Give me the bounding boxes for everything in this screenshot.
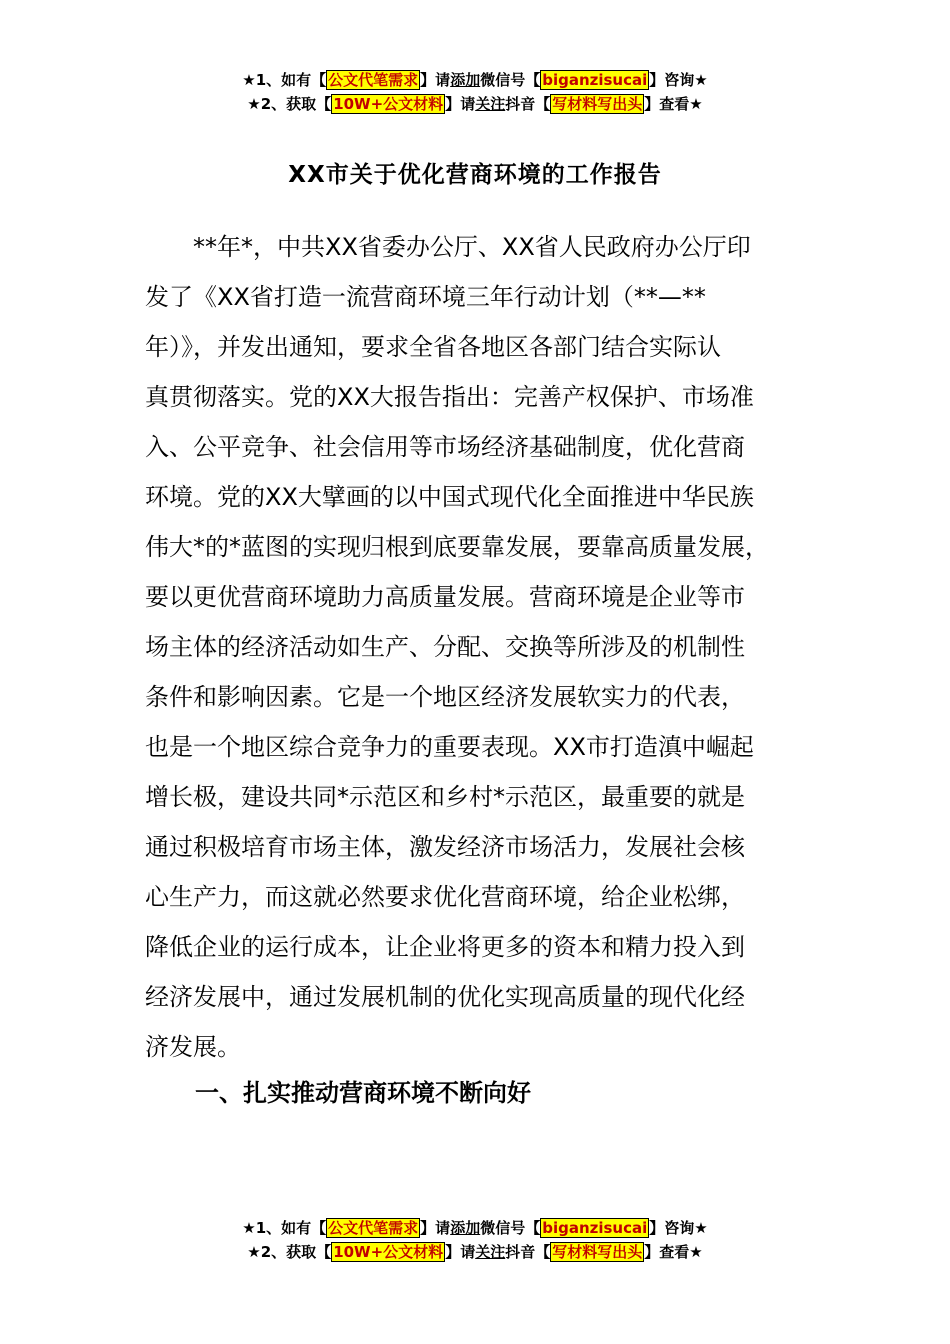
promo-highlight: 公文代笔需求 xyxy=(328,1219,419,1237)
paragraph-line: 入、公平竞争、社会信用等市场经济基础制度，优化营商 xyxy=(145,433,745,461)
paragraph-line: 真贯彻落实。党的XX大报告指出：完善产权保护、市场准 xyxy=(145,383,754,411)
promo-banner-top xyxy=(0,68,950,116)
promo-text: 】查看★ xyxy=(644,95,703,113)
promo-text: 】查看★ xyxy=(644,1243,703,1261)
promo-text: 微信号【 xyxy=(480,1219,541,1237)
paragraph-line: 经济发展中，通过发展机制的优化实现高质量的现代化经 xyxy=(145,983,745,1011)
promo-banner-bottom xyxy=(0,1216,950,1264)
paragraph-line: **年*，中共XX省委办公厅、XX省人民政府办公厅印 xyxy=(145,233,751,261)
wechat-id-highlight: biganzisucai xyxy=(542,1219,648,1237)
promo-text: 】咨询★ xyxy=(649,1219,708,1237)
promo-line-2 xyxy=(0,92,950,116)
promo-emphasis: 关注 xyxy=(475,1243,506,1261)
paragraph-line: 环境。党的XX大擘画的以中国式现代化全面推进中华民族 xyxy=(145,483,754,511)
promo-text: ★1、如有【 xyxy=(242,1219,327,1237)
promo-text: 】请 xyxy=(420,1219,451,1237)
promo-line-1 xyxy=(0,1216,950,1240)
paragraph-line: 伟大*的*蓝图的实现归根到底要靠发展，要靠高质量发展， xyxy=(145,533,769,561)
promo-emphasis: 添加 xyxy=(450,1219,481,1237)
promo-text: 】咨询★ xyxy=(649,71,708,89)
douyin-account-highlight: 写材料写出头 xyxy=(552,95,643,113)
promo-text: 】请 xyxy=(445,95,476,113)
promo-highlight: 10W+公文材料 xyxy=(333,95,444,113)
promo-text: ★1、如有【 xyxy=(242,71,327,89)
promo-text: 】请 xyxy=(445,1243,476,1261)
paragraph-line: 场主体的经济活动如生产、分配、交换等所涉及的机制性 xyxy=(145,633,745,661)
paragraph-line: 年）》，并发出通知，要求全省各地区各部门结合实际认 xyxy=(145,333,721,361)
promo-text: ★2、获取【 xyxy=(247,95,332,113)
wechat-id-highlight: biganzisucai xyxy=(542,71,648,89)
promo-line-2 xyxy=(0,1240,950,1264)
promo-text: 抖音【 xyxy=(505,1243,551,1261)
paragraph-line: 济发展。 xyxy=(145,1033,241,1061)
paragraph-line: 降低企业的运行成本，让企业将更多的资本和精力投入到 xyxy=(145,933,745,961)
promo-text: 】请 xyxy=(420,71,451,89)
paragraph-line: 心生产力，而这就必然要求优化营商环境，给企业松绑， xyxy=(145,883,745,911)
promo-text: 微信号【 xyxy=(480,71,541,89)
document-title: XX市关于优化营商环境的工作报告 xyxy=(288,162,662,188)
promo-highlight: 10W+公文材料 xyxy=(333,1243,444,1261)
promo-emphasis: 关注 xyxy=(475,95,506,113)
paragraph-line: 条件和影响因素。它是一个地区经济发展软实力的代表， xyxy=(145,683,745,711)
promo-text: 抖音【 xyxy=(505,95,551,113)
paragraph-line: 也是一个地区综合竞争力的重要表现。XX市打造滇中崛起 xyxy=(145,733,754,761)
promo-text: ★2、获取【 xyxy=(247,1243,332,1261)
paragraph-line: 发了《XX省打造一流营商环境三年行动计划（**—** xyxy=(145,283,706,311)
paragraph-line: 要以更优营商环境助力高质量发展。营商环境是企业等市 xyxy=(145,583,745,611)
body-paragraph xyxy=(145,222,810,1072)
douyin-account-highlight: 写材料写出头 xyxy=(552,1243,643,1261)
promo-emphasis: 添加 xyxy=(450,71,481,89)
promo-line-1 xyxy=(0,68,950,92)
section-heading: 一、扎实推动营商环境不断向好 xyxy=(195,1079,531,1107)
promo-highlight: 公文代笔需求 xyxy=(328,71,419,89)
paragraph-line: 通过积极培育市场主体，激发经济市场活力，发展社会核 xyxy=(145,833,745,861)
paragraph-line: 增长极，建设共同*示范区和乡村*示范区，最重要的就是 xyxy=(145,783,745,811)
